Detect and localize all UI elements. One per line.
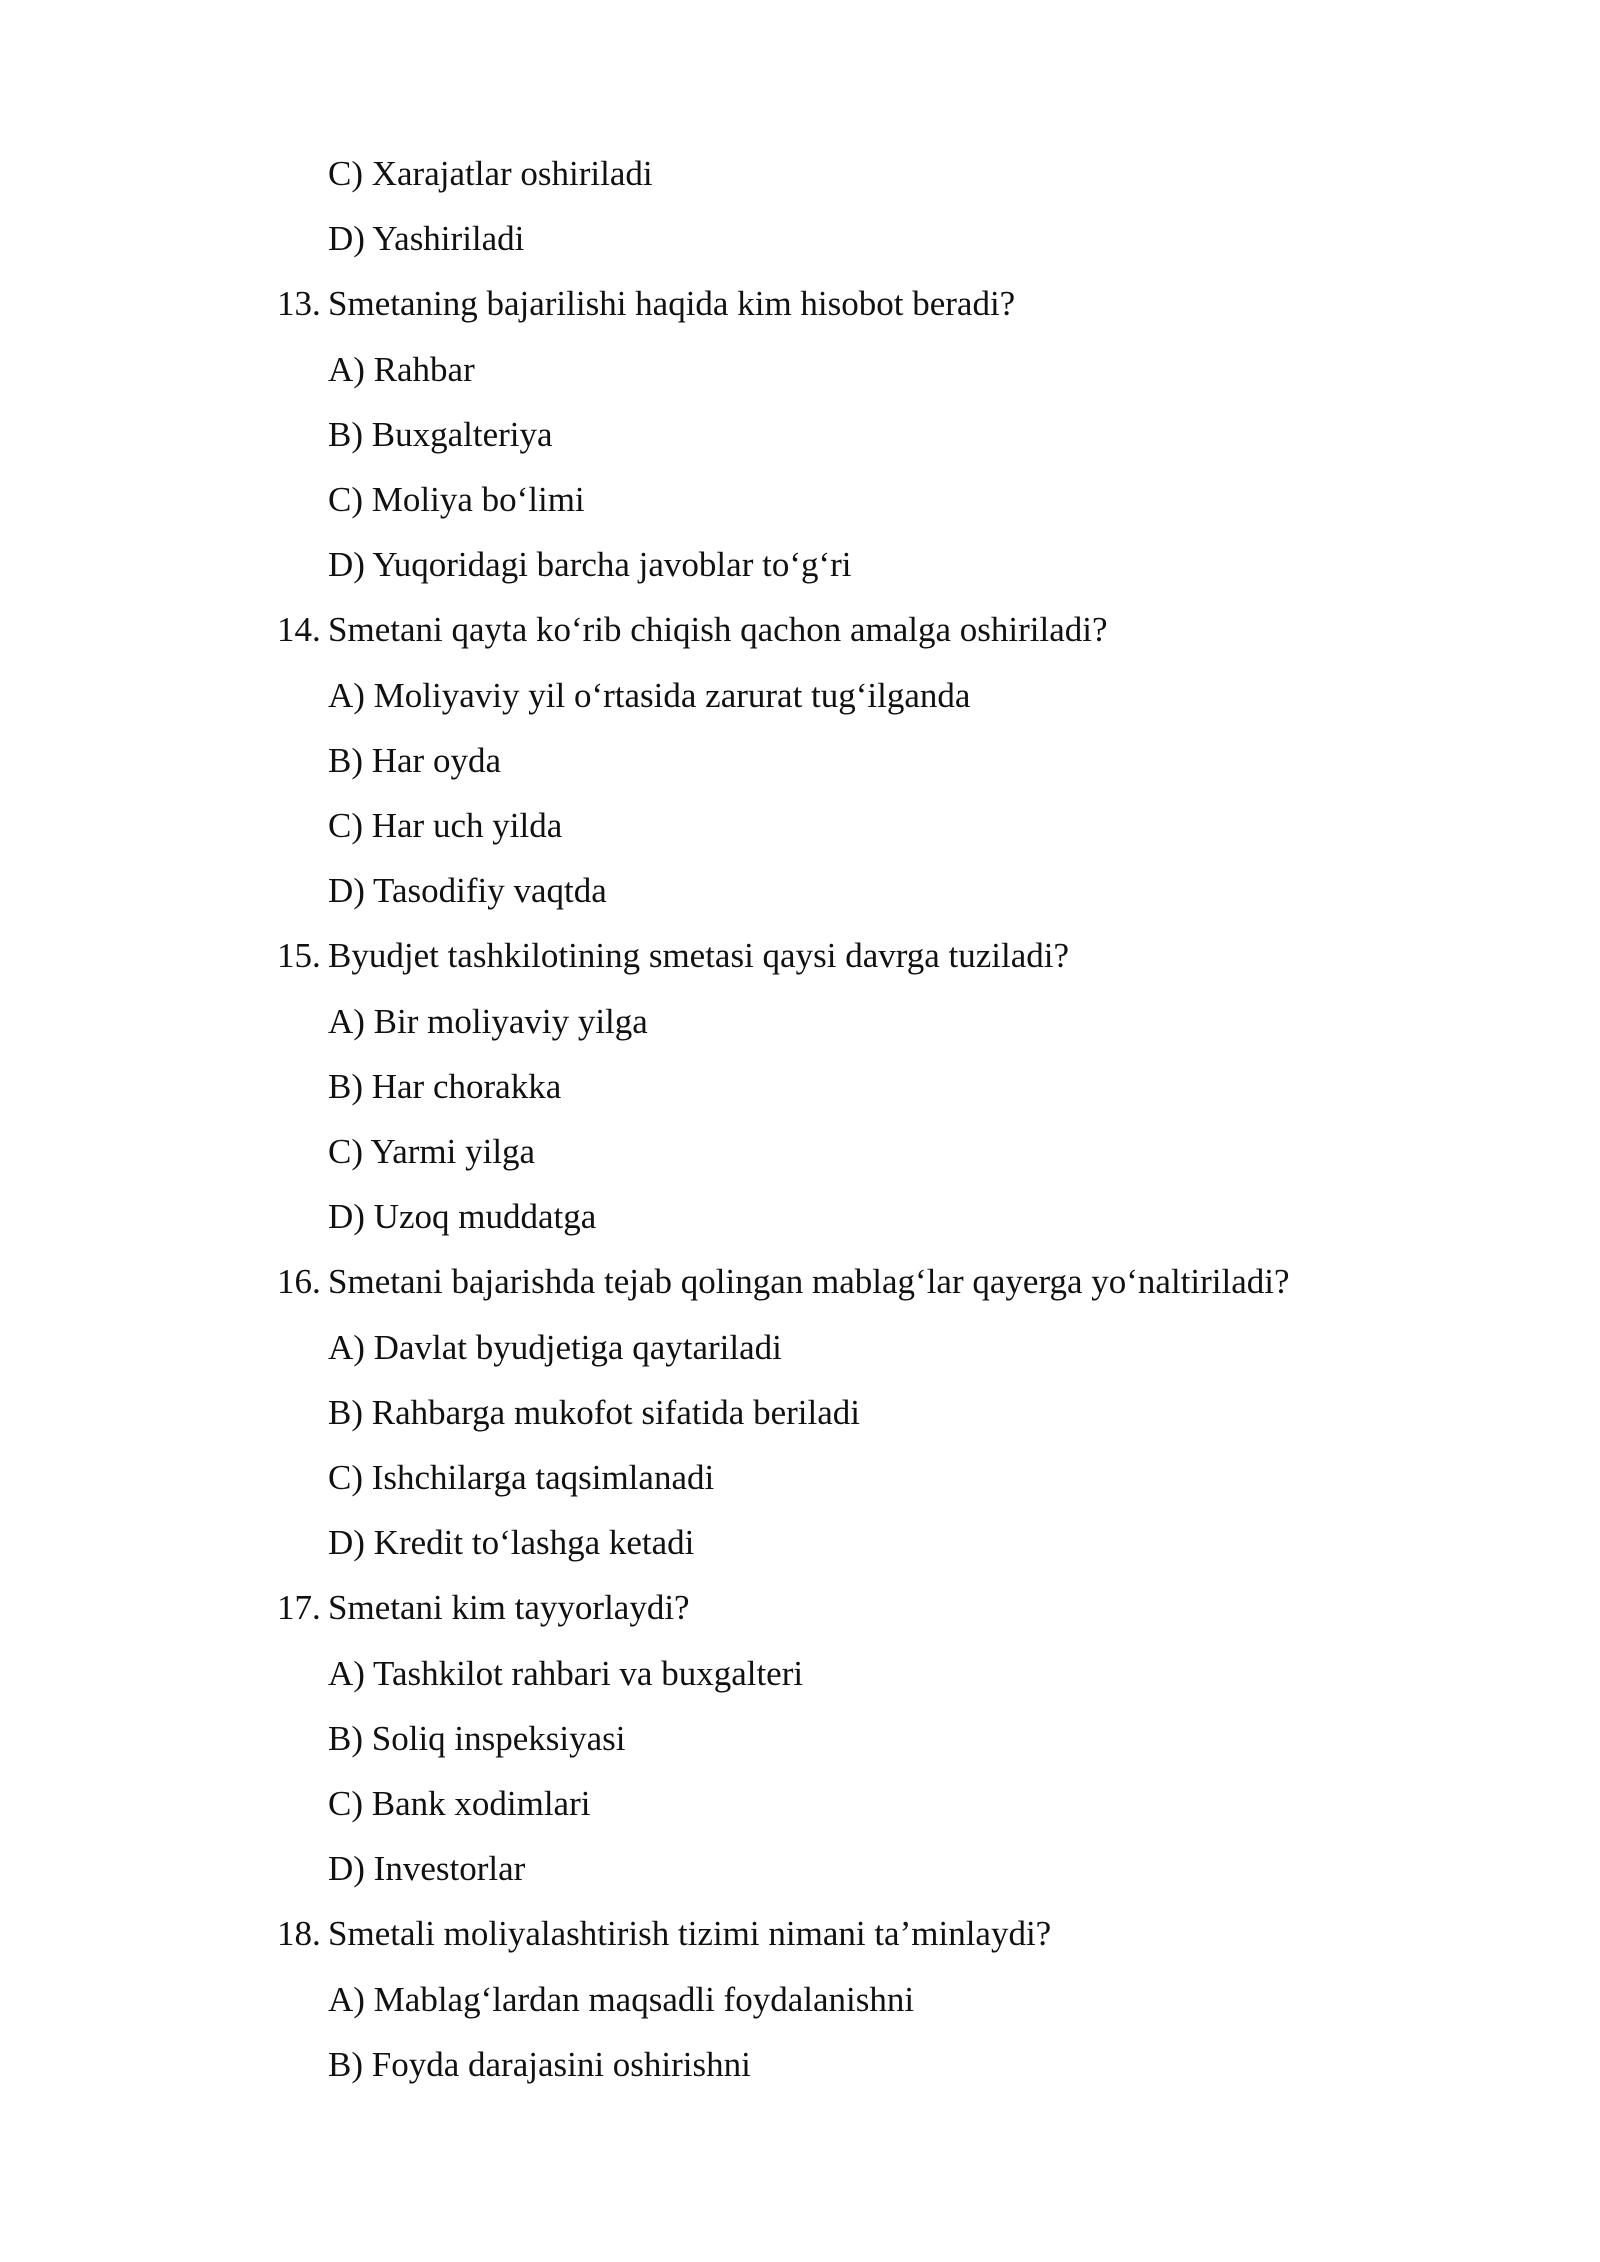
answer-option-text: C) Har uch yilda	[328, 806, 563, 845]
answer-option-text: D) Kredit to‘lashga ketadi	[328, 1523, 695, 1563]
answer-option-text: A) Bir moliyaviy yilga	[328, 1001, 648, 1041]
question-text: Smetali moliyalashtirish tizimi nimani ta’minlaydi?	[328, 1914, 1052, 1954]
answer-option-text: C) Yarmi yilga	[328, 1132, 536, 1171]
answer-option-text: C) Moliya bo‘limi	[328, 480, 585, 519]
question-text: Smetani bajarishda tejab qolingan mablag‘lar qayerga yo‘naltiriladi?	[328, 1262, 1290, 1302]
answer-option-text: D) Yashiriladi	[328, 219, 525, 259]
answer-option-text: D) Tasodifiy vaqtda	[328, 871, 607, 911]
question-text: Smetani qayta ko‘rib chiqish qachon amalga oshiriladi?	[328, 610, 1108, 650]
answer-option-text: B) Soliq inspeksiyasi	[328, 1718, 626, 1758]
question-text: Byudjet tashkilotining smetasi qaysi davrga tuziladi?	[328, 936, 1070, 976]
answer-option-text: A) Tashkilot rahbari va buxgalteri	[328, 1653, 804, 1693]
answer-option-text: A) Davlat byudjetiga qaytariladi	[328, 1327, 782, 1367]
answer-option-text: C) Bank xodimlari	[328, 1784, 591, 1823]
question-number: 17.	[277, 1588, 321, 1628]
answer-option-text: A) Mablag‘lardan maqsadli foydalanishni	[328, 1979, 915, 2019]
answer-option-text: D) Yuqoridagi barcha javoblar to‘g‘ri	[328, 545, 852, 585]
answer-option-text: B) Rahbarga mukofot sifatida beriladi	[328, 1392, 860, 1432]
question-number: 18.	[277, 1914, 321, 1954]
question-number: 15.	[277, 936, 321, 976]
answer-option-text: A) Moliyaviy yil o‘rtasida zarurat tug‘ilganda	[328, 675, 971, 715]
question-text: Smetaning bajarilishi haqida kim hisobot beradi?	[328, 284, 1016, 324]
question-number: 13.	[277, 284, 321, 324]
answer-option-text: C) Xarajatlar oshiriladi	[328, 154, 653, 193]
answer-option-text: D) Uzoq muddatga	[328, 1197, 597, 1237]
question-text: Smetani kim tayyorlaydi?	[328, 1588, 690, 1628]
answer-option-text: B) Har oyda	[328, 740, 502, 780]
answer-option-text: B) Har chorakka	[328, 1066, 562, 1106]
answer-option-text: D) Investorlar	[328, 1849, 526, 1889]
question-number: 16.	[277, 1262, 321, 1302]
answer-option-text: C) Ishchilarga taqsimlanadi	[328, 1458, 715, 1497]
answer-option-text: B) Buxgalteriya	[328, 414, 553, 454]
answer-option-text: B) Foyda darajasini oshirishni	[328, 2044, 751, 2084]
question-number: 14.	[277, 610, 321, 650]
answer-option-text: A) Rahbar	[328, 349, 475, 389]
